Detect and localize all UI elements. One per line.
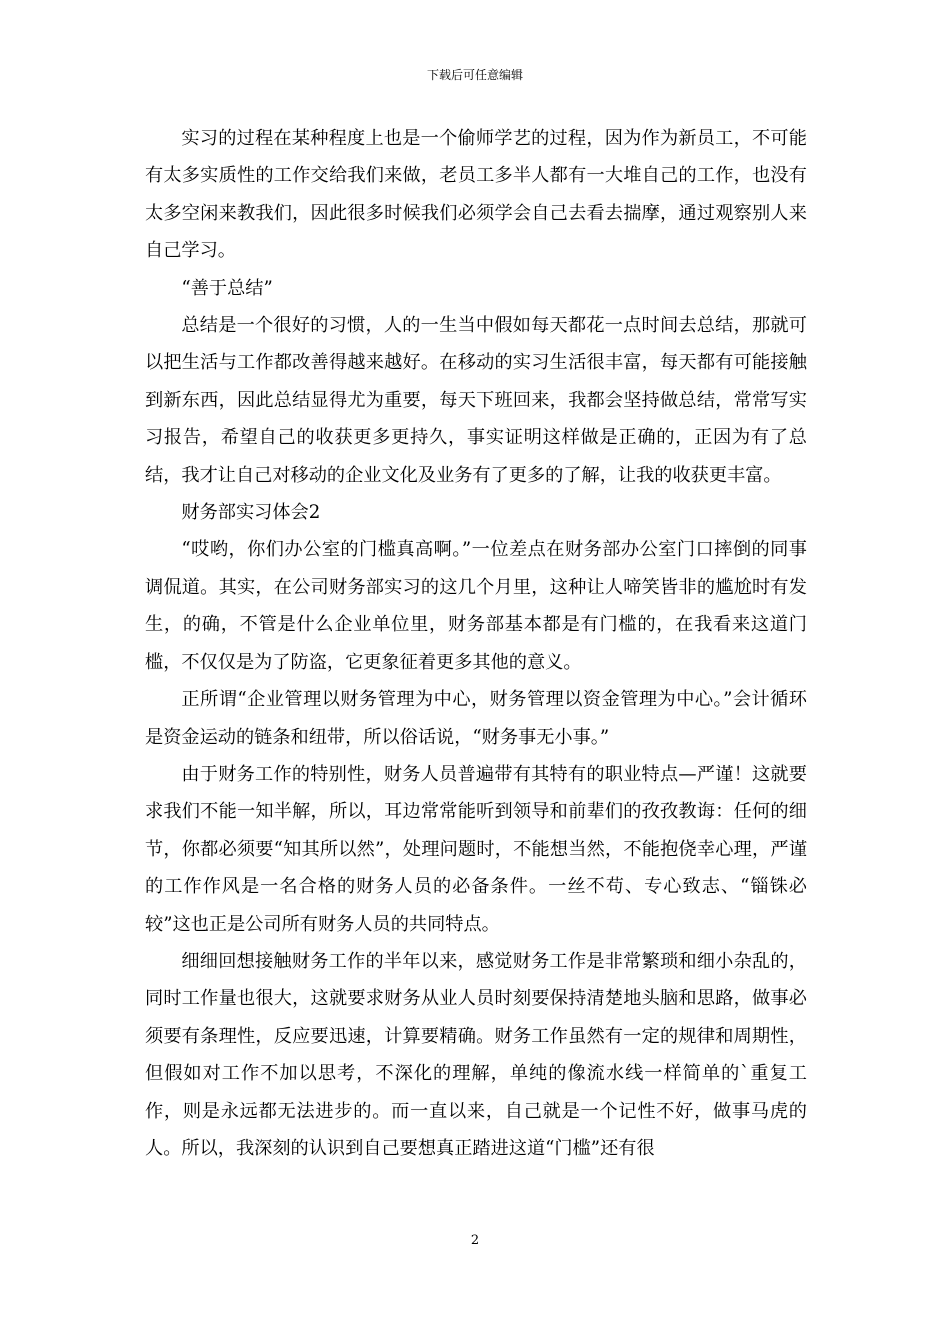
subheading-summarize: “善于总结”	[181, 277, 273, 299]
paragraph-rigor: 由于财务工作的特别性，财务人员普遍带有其特有的职业特点—严谨！这就要求我们不能一知半解，所以，耳边常常能听到领导和前辈们的孜孜教诲：任何的细节，你都必须要“知其所以然”，处理问题时，不能想当然，不能抱侥幸心理，严谨的工作作风是一名合格的财务人员的必备条件。一丝不苟、专心致志、“锱铢必较”这也正是公司所有财务人员的共同特点。	[145, 763, 807, 935]
paragraph-summary-habit: 总结是一个很好的习惯，人的一生当中假如每天都花一点时间去总结，那就可以把生活与工作都改善得越来越好。在移动的实习生活很丰富，每天都有可能接触到新东西，因此总结显得尤为重要，每天下班回来，我都会坚持做总结，常常写实习报告，希望自己的收获更多更持久，事实证明这样做是正确的，正因为有了总结，我才让自己对移动的企业文化及业务有了更多的了解，让我的收获更丰富。	[145, 315, 807, 486]
page-header: 下载后可任意编辑	[426, 68, 523, 82]
document-body	[145, 120, 807, 1167]
page-number: 2	[470, 1233, 480, 1248]
paragraph-threshold: “哎哟，你们办公室的门槛真高啊。”一位差点在财务部办公室门口摔倒的同事调侃道。其实，在公司财务部实习的这几个月里，这种让人啼笑皆非的尴尬时有发生，的确，不管是什么企业单位里，财务部基本都是有门槛的，在我看来这道门槛，不仅仅是为了防盗，它更象征着更多其他的意义。	[145, 539, 807, 673]
section-title-finance-internship-2: 财务部实习体会2	[181, 502, 321, 524]
paragraph-apprenticeship: 实习的过程在某种程度上也是一个偷师学艺的过程，因为作为新员工，不可能有太多实质性的工作交给我们来做，老员工多半人都有一大堆自己的工作，也没有太多空闲来教我们，因此很多时候我们必须学会自己去看去揣摩，通过观察别人来自己学习。	[145, 128, 807, 262]
paragraph-reflection: 细细回想接触财务工作的半年以来，感觉财务工作是非常繁琐和细小杂乱的，同时工作量也很大，这就要求财务从业人员时刻要保持清楚地头脑和思路，做事必须要有条理性，反应要迅速，计算要精确。财务工作虽然有一定的规律和周期性，但假如对工作不加以思考，不深化的理解，单纯的像流水线一样简单的`重复工作，则是永远都无法进步的。而一直以来，自己就是一个记性不好，做事马虎的人。所以，我深刻的认识到自己要想真正踏进这道“门槛”还有很	[145, 950, 807, 1159]
paragraph-management-quote: 正所谓“企业管理以财务管理为中心，财务管理以资金管理为中心。”会计循环是资金运动的链条和纽带，所以俗话说，“财务事无小事。”	[145, 689, 807, 748]
